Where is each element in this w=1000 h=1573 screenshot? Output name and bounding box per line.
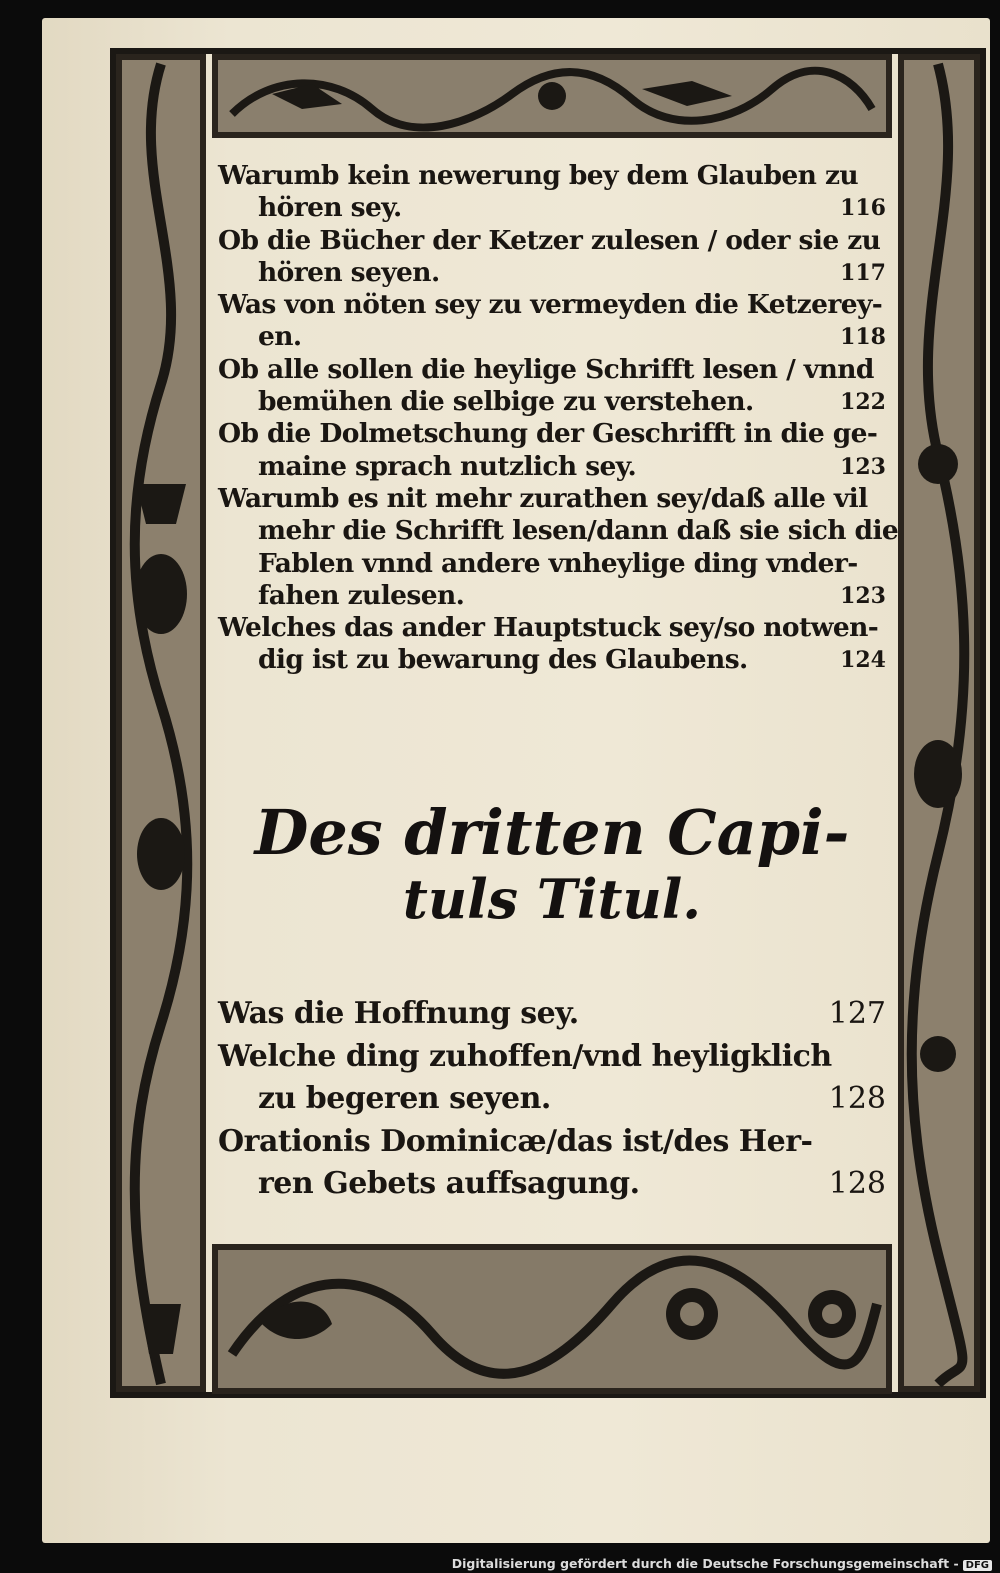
woodcut-ornament-left [116,54,206,1392]
toc-entry [218,1121,886,1206]
toc-line: zu begeren seyen. [258,1081,551,1116]
toc-line: hören sey. [258,192,402,224]
border-outer-right [980,48,986,1398]
woodcut-ornament-bottom [212,1244,892,1394]
toc-line: Warumb es nit mehr zurathen sey/daß alle vil [218,482,868,514]
toc-entry [218,418,886,483]
toc-entry [218,160,886,225]
toc-line: hören seyen. [258,256,440,288]
toc-line: bemühen die selbige zu verstehen. [258,386,754,418]
page-number: 124 [840,647,886,674]
toc-line: Ob alle sollen die heylige Schrifft lesen / vnnd [218,353,874,385]
toc-entry [218,612,886,677]
toc-line: Warumb kein newerung bey dem Glauben zu [218,160,859,191]
page-number: 128 [828,1166,886,1201]
chapter-heading-line-2: tuls Titul. [402,867,702,931]
toc-line: Ob die Dolmetschung der Geschrifft in die ge- [218,418,878,450]
digitization-credit [452,1556,992,1571]
toc-list-first [218,160,899,677]
toc-entry [218,225,886,290]
toc-line: dig ist zu bewarung des Glaubens. [258,644,748,676]
chapter-heading-line-1: Des dritten Capi- [254,796,850,869]
woodcut-ornament-top [212,54,892,138]
page-number: 128 [828,1081,886,1116]
dfg-logo: DFG [963,1560,992,1571]
toc-line: Welche ding zuhoffen/vnd heyligklich [218,1038,832,1074]
toc-line: mehr die Schrifft lesen/dann daß sie sich die [258,515,899,547]
page-number: 123 [840,453,886,480]
toc-line: Welches das ander Hauptstuck sey/so notwen- [218,612,879,644]
toc-line: fahen zulesen. [258,579,465,611]
toc-line: maine sprach nutzlich sey. [258,450,637,482]
toc-entry [218,289,886,354]
toc-line: en. [258,321,302,353]
toc-line: Ob die Bücher der Ketzer zulesen / oder sie zu [218,224,881,256]
page-number: 118 [840,324,886,351]
toc-line: Fablen vnnd andere vnheylige ding vnder- [258,547,858,579]
toc-entry [218,993,886,1036]
page-number: 127 [828,996,886,1031]
toc-list-second [218,993,886,1206]
woodcut-ornament-right [898,54,980,1392]
page-number: 116 [840,195,886,222]
toc-line: ren Gebets auffsagung. [258,1166,640,1201]
toc-entry [218,482,899,612]
page-number: 117 [840,259,886,286]
toc-line: Was die Hoffnung sey. [218,996,579,1031]
toc-entry [218,1036,886,1121]
toc-entry [218,354,886,419]
page-number: 122 [840,389,886,416]
credit-text: Digitalisierung gefördert durch die Deutsche Forschungsgemeinschaft - [451,1556,959,1571]
page-number: 123 [840,582,886,609]
toc-line: Was von nöten sey zu vermeyden die Ketzerey- [218,289,883,321]
toc-line: Orationis Dominicæ/das ist/des Her- [218,1123,813,1159]
